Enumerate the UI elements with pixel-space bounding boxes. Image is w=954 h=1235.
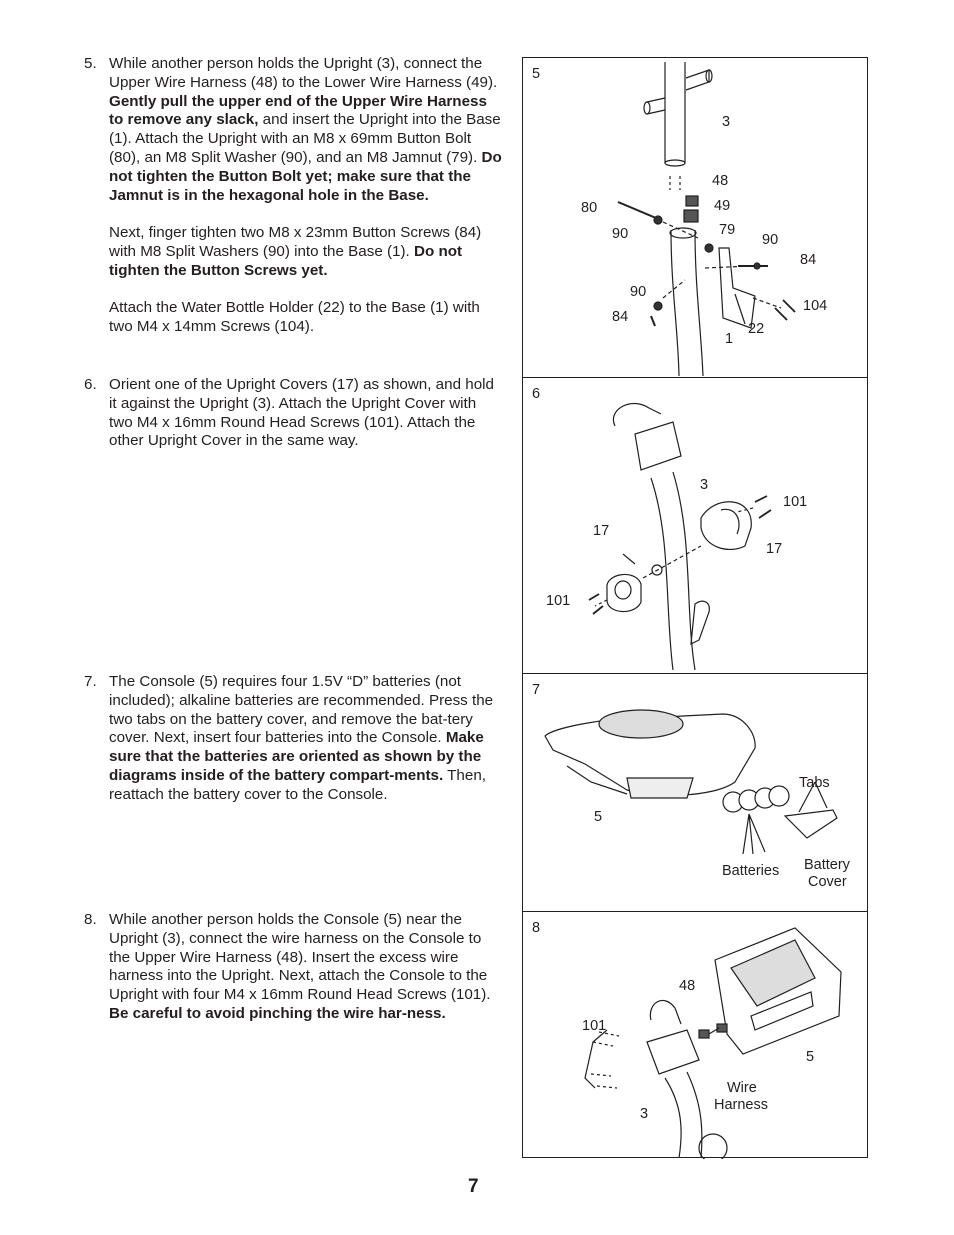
part-label: 3 <box>700 477 709 493</box>
step-paragraph <box>109 911 504 1024</box>
step-paragraph <box>109 299 504 337</box>
step-6 <box>84 376 504 451</box>
part-label: 3 <box>722 114 731 130</box>
step-body <box>109 55 504 337</box>
step-body <box>109 911 504 1024</box>
step-8 <box>84 911 504 1024</box>
text-run: Then, reattach the battery cover to the Console. <box>109 766 486 803</box>
text-run: Next, finger tighten two M8 x 23mm Button Screws (84) with M8 Split Washers (90) into the Base (1). <box>109 224 482 260</box>
figure-5-panel <box>522 57 868 378</box>
step-number: 5. <box>84 55 97 72</box>
part-label: 5 <box>594 809 603 825</box>
part-label: 90 <box>612 226 629 242</box>
figure-6-illustration <box>523 378 869 675</box>
step-body <box>109 376 504 451</box>
part-label: 84 <box>612 309 629 325</box>
step-paragraph <box>109 224 504 280</box>
part-label: 48 <box>679 978 696 994</box>
callout-label: Harness <box>714 1097 768 1113</box>
text-run: While another person holds the Console (5) near the Upright (3), connect the wire harness on the Console to the Upper Wire Harness (48). Insert the excess wire harness into the Upright. Next, attach the Console to the Upright with four M4 x 16mm Round Head Screws (101). <box>109 911 491 1004</box>
figure-number: 5 <box>532 66 541 82</box>
figure-7-panel <box>522 673 868 912</box>
callout-label: Cover <box>808 874 847 890</box>
text-run-bold: Do not tighten the Button Bolt yet; make sure that the Jamnut is in the hexagonal hole in the Base. <box>109 148 502 204</box>
step-7 <box>84 673 504 805</box>
text-run: While another person holds the Upright (3), connect the Upper Wire Harness (48) to the Lower Wire Harness (49). <box>109 55 498 91</box>
part-label: 90 <box>762 232 779 248</box>
figure-number: 7 <box>532 682 541 698</box>
step-5 <box>84 55 504 337</box>
figure-8-illustration <box>523 912 869 1159</box>
part-label: 22 <box>748 321 765 337</box>
step-number: 7. <box>84 673 97 690</box>
step-number: 8. <box>84 911 97 928</box>
figure-6-panel <box>522 377 868 674</box>
step-number: 6. <box>84 376 97 393</box>
text-run: The Console (5) requires four 1.5V “D” batteries (not included); alkaline batteries are recommended. Press the two tabs on the battery cover, and remove the bat-tery cover. Next, insert four batteries into the Console. <box>109 673 494 747</box>
part-label: 101 <box>783 494 808 510</box>
callout-label: Batteries <box>722 863 780 879</box>
part-label: 79 <box>719 222 736 238</box>
figure-8-panel <box>522 911 868 1158</box>
part-label: 3 <box>640 1106 649 1122</box>
part-label: 90 <box>630 284 647 300</box>
part-label: 48 <box>712 173 729 189</box>
part-label: 80 <box>581 200 598 216</box>
figure-5-illustration <box>523 58 869 379</box>
step-body <box>109 673 504 805</box>
callout-label: Tabs <box>799 775 830 791</box>
text-run-bold: Gently pull the upper end of the Upper Wire Harness to remove any slack, <box>109 92 487 129</box>
text-run-bold: Make sure that the batteries are oriented as shown by the diagrams inside of the battery compart-ments. <box>109 729 484 784</box>
step-paragraph <box>109 376 504 451</box>
text-run: Orient one of the Upright Covers (17) as shown, and hold it against the Upright (3). Attach the Upright Cover with two M4 x 16mm Round Head Screws (101). Attach the other Upright Cover in the same way. <box>109 376 494 450</box>
figure-number: 6 <box>532 386 541 402</box>
part-label: 84 <box>800 252 817 268</box>
text-run-bold: Be careful to avoid pinching the wire har-ness. <box>109 1004 446 1022</box>
part-label: 17 <box>593 523 610 539</box>
text-run: Attach the Water Bottle Holder (22) to the Base (1) with two M4 x 14mm Screws (104). <box>109 299 480 336</box>
callout-label: Wire <box>727 1080 757 1096</box>
part-label: 1 <box>725 331 734 347</box>
step-paragraph <box>109 55 504 205</box>
part-label: 49 <box>714 198 731 214</box>
part-label: 101 <box>582 1018 607 1034</box>
part-label: 104 <box>803 298 828 314</box>
text-run: and insert the Upright into the Base (1). Attach the Upright with an M8 x 69mm Button Bolt (80), an M8 Split Washer (90), and an M8 Jamnut (79). <box>109 111 501 166</box>
part-label: 5 <box>806 1049 815 1065</box>
step-paragraph <box>109 673 504 805</box>
part-label: 101 <box>546 593 571 609</box>
callout-label: Battery <box>804 857 850 873</box>
figure-number: 8 <box>532 920 541 936</box>
text-run-bold: Do not tighten the Button Screws yet. <box>109 242 463 279</box>
page-number: 7 <box>468 1176 479 1197</box>
part-label: 17 <box>766 541 783 557</box>
